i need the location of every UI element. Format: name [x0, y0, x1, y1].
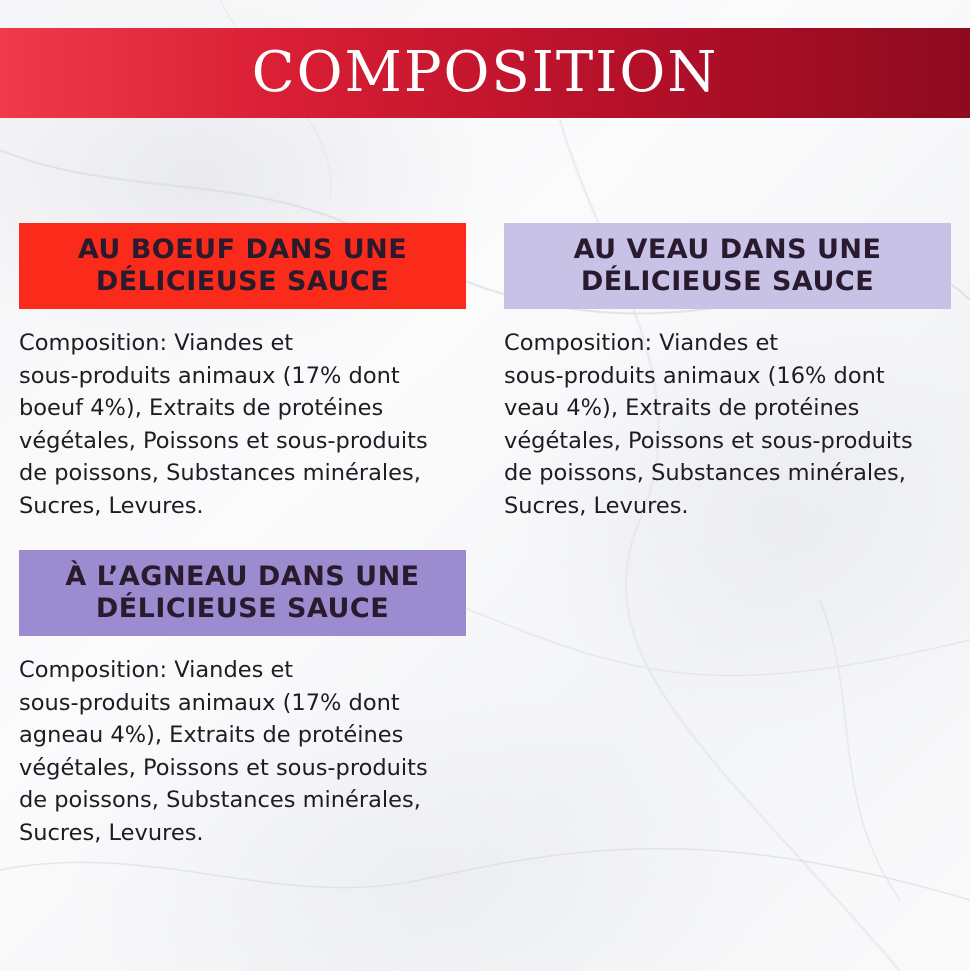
product-agneau-description: Composition: Viandes et sous-produits animaux (17% dont agneau 4%), Extraits de protéines végétales, Poissons et sous-produits de poissons, Substances minérales, Sucres, Levures.	[19, 657, 428, 846]
product-agneau-heading	[19, 550, 466, 636]
product-veau	[504, 223, 951, 522]
product-agneau-heading-text: À L’AGNEAU DANS UNE DÉLICIEUSE SAUCE	[65, 561, 420, 624]
product-boeuf-heading-text: AU BOEUF DANS UNE DÉLICIEUSE SAUCE	[77, 234, 408, 297]
product-boeuf	[19, 223, 466, 522]
product-veau-heading	[504, 223, 951, 309]
composition-banner	[0, 28, 970, 118]
product-veau-heading-text: AU VEAU DANS UNE DÉLICIEUSE SAUCE	[573, 234, 882, 297]
product-boeuf-heading	[19, 223, 466, 309]
product-agneau	[19, 550, 466, 849]
product-veau-description: Composition: Viandes et sous-produits animaux (16% dont veau 4%), Extraits de protéines végétales, Poissons et sous-produits de poissons, Substances minérales, Sucres, Levures.	[504, 330, 913, 519]
product-boeuf-description: Composition: Viandes et sous-produits animaux (17% dont boeuf 4%), Extraits de protéines végétales, Poissons et sous-produits de poissons, Substances minérales, Sucres, Levures.	[19, 330, 428, 519]
banner-title: COMPOSITION	[251, 40, 719, 105]
